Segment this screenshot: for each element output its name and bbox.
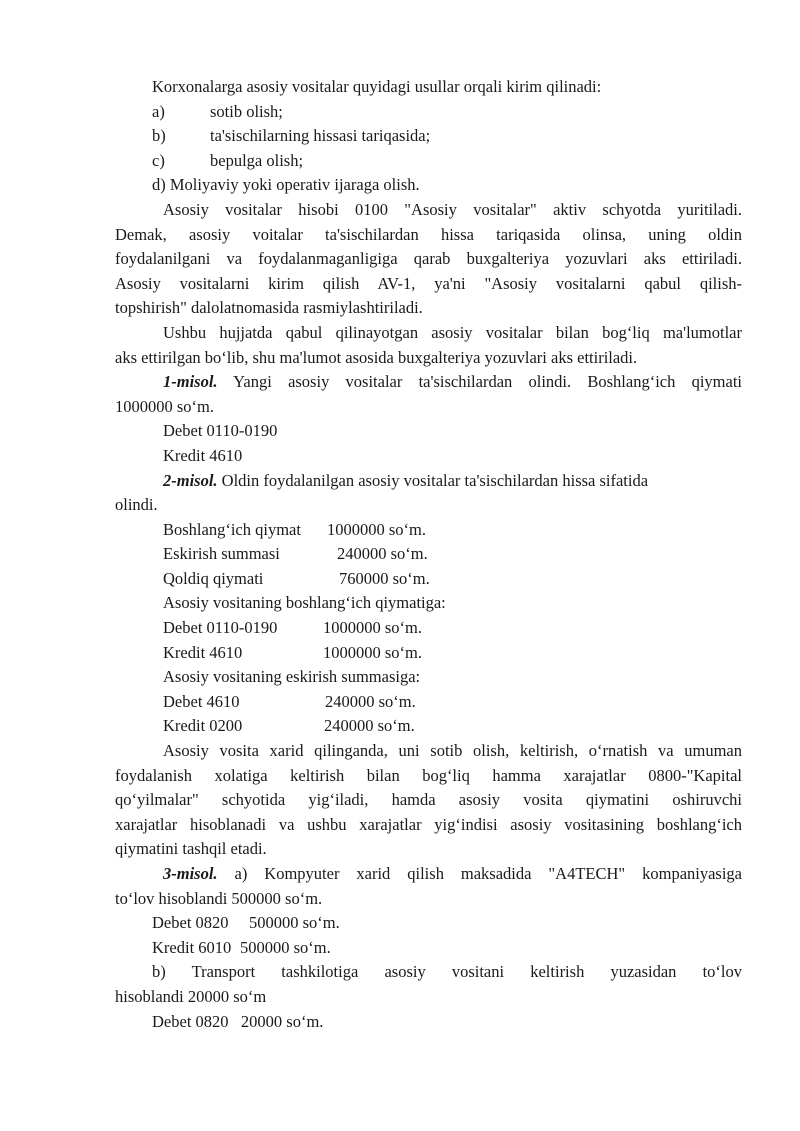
example-text: Yangi asosiy vositalar ta'sischilardan olindi. Boshlang‘ich qiymati <box>217 372 742 392</box>
example-text: a) Kompyuter xarid qilish maksadida "A4TECH" kompaniyasiga <box>217 864 742 883</box>
entry-amount: 240000 so‘m. <box>325 691 416 711</box>
example-line <box>115 469 742 494</box>
method-label: b) <box>152 126 166 146</box>
value-amount: 760000 so‘m. <box>339 568 430 588</box>
value-row <box>115 542 742 567</box>
example-line <box>115 370 742 395</box>
example-line: b) Transport tashkilotiga asosiy vositani keltirish yuzasidan to‘lov <box>152 962 742 982</box>
text-line: topshirish" dalolatnomasida rasmiylashtiriladi. <box>115 298 423 318</box>
example-line: 1000000 so‘m. <box>115 396 214 416</box>
example-2 <box>115 469 742 740</box>
entry-debit: Debet 0110-0190 <box>163 421 278 441</box>
method-text: ta'sischilarning hissasi tariqasida; <box>210 126 431 146</box>
example-text: Oldin foydalanilgan asosiy vositalar ta'sischilardan hissa sifatida <box>217 470 649 490</box>
text-line: Asosiy vositalarni kirim qilish AV-1, ya'ni "Asosiy vositalarni qabul qilish- <box>115 273 742 293</box>
subsection-title: Asosiy vositaning boshlang‘ich qiymatiga: <box>163 593 446 613</box>
value-amount: 240000 so‘m. <box>337 544 428 564</box>
method-item-d: d) Moliyaviy yoki operativ ijaraga olish. <box>152 175 420 195</box>
value-row <box>115 567 742 592</box>
entry-amount: 1000000 so‘m. <box>323 618 422 638</box>
method-item-c <box>115 149 742 174</box>
entry-account: Kredit 6010 <box>152 937 232 957</box>
text-line: Ushbu hujjatda qabul qilinayotgan asosiy vositalar bilan bog‘liq ma'lumotlar <box>163 322 742 342</box>
value-amount: 1000000 so‘m. <box>327 519 426 539</box>
text-line: qo‘yilmalar" schyotida yig‘iladi, hamda asosiy vosita qiymatini oshiruvchi <box>115 790 742 810</box>
text-line: Asosiy vosita xarid qilinganda, uni sotib olish, keltirish, o‘rnatish va umuman <box>163 741 742 761</box>
method-text: sotib olish; <box>210 101 283 121</box>
entry-amount: 500000 so‘m. <box>249 913 340 933</box>
entry-account: Debet 0110-0190 <box>163 618 278 638</box>
entry-account: Kredit 4610 <box>163 642 243 662</box>
subsection-title: Asosiy vositaning eskirish summasiga: <box>163 667 421 687</box>
entry-row <box>115 936 742 961</box>
method-label: c) <box>152 150 165 170</box>
text-line: Asosiy vositalar hisobi 0100 "Asosiy vositalar" aktiv schyotda yuritiladi. <box>163 199 742 219</box>
entry-account: Debet 4610 <box>163 691 240 711</box>
value-name: Qoldiq qiymati <box>163 568 264 588</box>
paragraph-capital-investments <box>115 739 742 862</box>
entry-account: Debet 0820 <box>152 913 229 933</box>
entry-credit: Kredit 4610 <box>163 445 243 465</box>
entry-amount: 500000 so‘m. <box>240 937 331 957</box>
paragraph-document <box>115 321 742 370</box>
example-label: 1-misol. <box>163 372 218 392</box>
example-line: olindi. <box>115 495 158 515</box>
entry-row <box>115 616 742 641</box>
example-1 <box>115 370 742 468</box>
text-line: foydalanish xolatiga keltirish bilan bog‘liq hamma xarajatlar 0800-"Kapital <box>115 765 742 785</box>
text-line: xarajatlar hisoblanadi va ushbu xarajatlar yig‘indisi asosiy vositasining boshlang‘ich <box>115 814 742 834</box>
example-line: hisoblandi 20000 so‘m <box>115 986 267 1006</box>
example-line <box>115 862 742 887</box>
entry-row <box>115 690 742 715</box>
text-line: qiymatini tashqil etadi. <box>115 839 267 859</box>
entry-row <box>115 911 742 936</box>
example-label: 2-misol. <box>163 470 218 490</box>
method-label: a) <box>152 101 165 121</box>
entry-row <box>115 714 742 739</box>
value-name: Eskirish summasi <box>163 544 280 564</box>
paragraph-accounting <box>115 198 742 321</box>
entry-amount: 1000000 so‘m. <box>323 642 422 662</box>
value-row <box>115 518 742 543</box>
intro-line: Korxonalarga asosiy vositalar quyidagi usullar orqali kirim qilinadi: <box>152 77 602 96</box>
entry-account: Kredit 0200 <box>163 716 243 736</box>
document-body <box>115 75 742 1034</box>
text-line: Demak, asosiy voitalar ta'sischilardan hissa tariqasida olinsa, uning oldin <box>115 224 742 244</box>
example-3 <box>115 862 742 1034</box>
example-label: 3-misol. <box>163 864 218 883</box>
entry-row <box>115 641 742 666</box>
entry-amount: 240000 so‘m. <box>324 716 415 736</box>
text-line: foydalanilgani va foydalanmaganligiga qarab buxgalteriya yozuvlari aks ettiriladi. <box>115 249 742 269</box>
method-item-b <box>115 124 742 149</box>
method-text: bepulga olish; <box>210 150 304 170</box>
method-item-a <box>115 100 742 125</box>
text-line: aks ettirilgan bo‘lib, shu ma'lumot asosida buxgalteriya yozuvlari aks ettiriladi. <box>115 347 638 367</box>
value-name: Boshlang‘ich qiymat <box>163 519 301 539</box>
example-line: to‘lov hisoblandi 500000 so‘m. <box>115 888 323 908</box>
entry-debit: Debet 0820 20000 so‘m. <box>152 1011 324 1031</box>
